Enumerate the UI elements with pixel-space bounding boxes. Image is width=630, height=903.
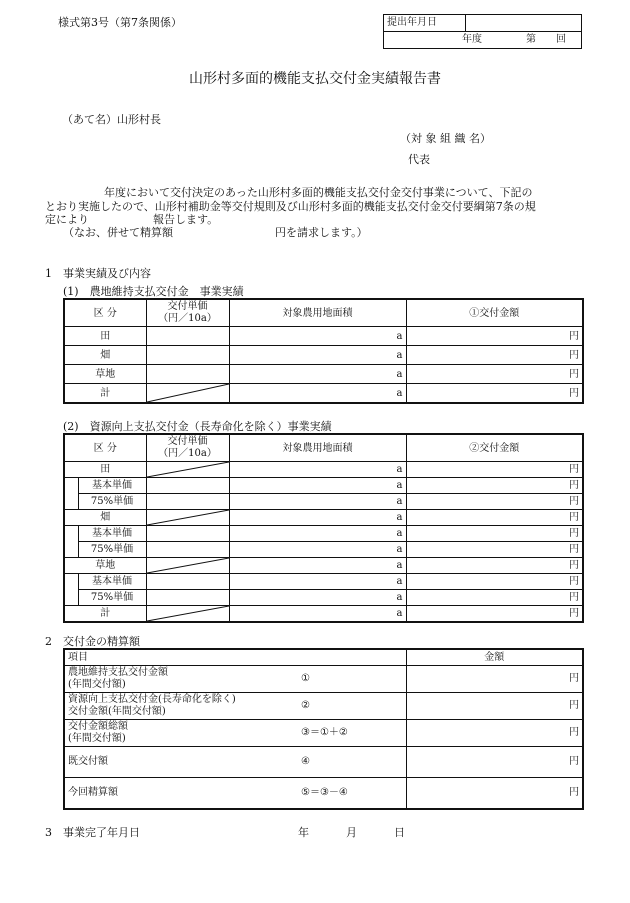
header-area-2: 対象農用地面積 xyxy=(229,434,406,462)
header-kubun-2: 区 分 xyxy=(64,434,146,462)
header-area: 対象農用地面積 xyxy=(229,299,406,327)
header-item: 項目 xyxy=(64,649,406,666)
representative-label: 代表 xyxy=(408,153,430,166)
table-row: 草地 a 円 xyxy=(64,365,583,384)
body-line-1: 年度において交付決定のあった山形村多面的機能支払交付金交付事業について、下記の xyxy=(104,186,533,199)
submission-box xyxy=(383,14,582,49)
table-row: 田 a 円 xyxy=(64,462,583,478)
header-amount-2: ②交付金額 xyxy=(406,434,583,462)
section-1-heading: 1 事業実績及び内容 xyxy=(45,267,151,280)
table-row: 資源向上支払交付金(長寿命化を除く) 交付金額(年間交付額) ② 円 xyxy=(64,693,583,720)
subsection-2-heading: (2) 資源向上支払交付金（長寿命化を除く）事業実績 xyxy=(63,420,332,433)
body-line-4b: 円を請求します。） xyxy=(275,226,368,239)
org-name-label: （対 象 組 織 名） xyxy=(400,132,491,145)
table-row: 今回精算額 ⑤＝③－④ 円 xyxy=(64,778,583,810)
kai-label: 回 xyxy=(556,34,566,45)
subsection-1-heading: (1) 農地維持支払交付金 事業実績 xyxy=(63,285,244,298)
page-title: 山形村多面的機能支払交付金実績報告書 xyxy=(189,71,441,87)
table-row: 基本単価 a 円 xyxy=(64,526,583,542)
table-row: 75%単価 a 円 xyxy=(64,542,583,558)
farmland-maintenance-table xyxy=(63,298,584,404)
date-day-label: 日 xyxy=(394,826,405,839)
table-row: 畑 a 円 xyxy=(64,346,583,365)
table-row: 基本単価 a 円 xyxy=(64,478,583,494)
date-month-label: 月 xyxy=(346,826,357,839)
settlement-table xyxy=(63,648,584,810)
table-row: 畑 a 円 xyxy=(64,510,583,526)
table-row: 計 a 円 xyxy=(64,606,583,623)
body-line-2: とおり実施したので、山形村補助金等交付規則及び山形村多面的機能支払交付金交付要綱第7条の規 xyxy=(45,200,536,213)
table-row: 基本単価 a 円 xyxy=(64,574,583,590)
section-3-heading: 3 事業完了年月日 xyxy=(45,826,140,839)
header-unit-price: 交付単価 （円／10a） xyxy=(146,299,229,327)
header-amount: 金額 xyxy=(406,649,583,666)
table-row: 計 a 円 xyxy=(64,384,583,404)
diagonal-cell xyxy=(146,510,229,526)
diagonal-cell xyxy=(146,606,229,623)
header-amount-1: ①交付金額 xyxy=(406,299,583,327)
submit-date-label: 提出年月日 xyxy=(384,15,466,32)
year-label: 年度 xyxy=(462,34,482,45)
table-row: 交付金額総額 (年間交付額) ③＝①＋② 円 xyxy=(64,720,583,747)
table-row: 75%単価 a 円 xyxy=(64,590,583,606)
table-row: 農地維持支払交付金額 (年間交付額) ① 円 xyxy=(64,666,583,693)
header-unit-price-2: 交付単価 （円／10a） xyxy=(146,434,229,462)
table-row: 75%単価 a 円 xyxy=(64,494,583,510)
table-row: 草地 a 円 xyxy=(64,558,583,574)
addressee: （あて名）山形村長 xyxy=(62,113,161,126)
resource-improvement-table xyxy=(63,433,584,623)
submit-date-field[interactable] xyxy=(466,15,582,32)
diagonal-cell xyxy=(146,384,229,404)
date-year-label: 年 xyxy=(298,826,309,839)
section-2-heading: 2 交付金の精算額 xyxy=(45,635,140,648)
table-row: 既交付額 ④ 円 xyxy=(64,747,583,778)
dai-label: 第 xyxy=(526,34,536,45)
year-count-cell xyxy=(384,32,582,49)
diagonal-cell xyxy=(146,462,229,478)
header-kubun: 区 分 xyxy=(64,299,146,327)
form-number: 様式第3号（第7条関係） xyxy=(58,16,182,29)
body-line-3b: 報告します。 xyxy=(153,213,219,226)
body-line-3a: 定により xyxy=(45,213,89,226)
body-line-4a: （なお、併せて精算額 xyxy=(63,226,173,239)
diagonal-cell xyxy=(146,558,229,574)
table-row: 田 a 円 xyxy=(64,327,583,346)
